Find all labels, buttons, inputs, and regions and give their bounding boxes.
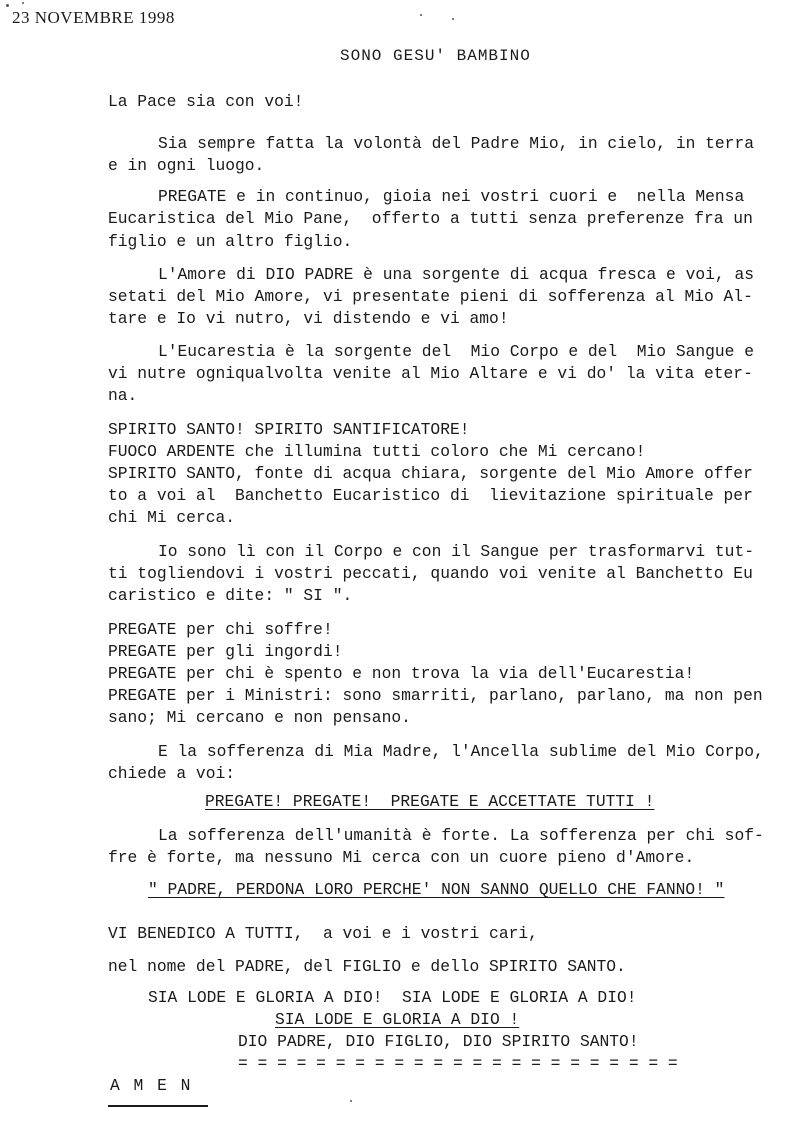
paragraph-line: ti togliendovi i vostri peccati, quando voi venite al Banchetto Eu <box>108 564 753 583</box>
praise-line: DIO PADRE, DIO FIGLIO, DIO SPIRITO SANTO! <box>238 1032 639 1051</box>
paragraph-line: PREGATE per chi soffre! <box>108 620 333 639</box>
pray-line: PREGATE! PREGATE! PREGATE E ACCETTATE TUTTI ! <box>205 792 655 811</box>
scan-speck <box>350 1100 352 1102</box>
paragraph-line: figlio e un altro figlio. <box>108 232 353 251</box>
blessing-line: VI BENEDICO A TUTTI, a voi e i vostri cari, <box>108 924 538 943</box>
scan-speck <box>420 14 422 16</box>
greeting: La Pace sia con voi! <box>108 92 304 111</box>
paragraph-line: L'Amore di DIO PADRE è una sorgente di acqua fresca e voi, as <box>158 265 754 284</box>
paragraph-line: fre è forte, ma nessuno Mi cerca con un cuore pieno d'Amore. <box>108 848 695 867</box>
blessing-line: nel nome del PADRE, del FIGLIO e dello SPIRITO SANTO. <box>108 957 626 976</box>
amen: A M E N <box>110 1076 193 1095</box>
paragraph-line: SPIRITO SANTO, fonte di acqua chiara, sorgente del Mio Amore offer <box>108 464 753 483</box>
paragraph-line: Sia sempre fatta la volontà del Padre Mio, in cielo, in terra <box>158 134 754 153</box>
document-title: SONO GESU' BAMBINO <box>340 47 531 65</box>
paragraph-line: na. <box>108 386 138 405</box>
paragraph-line: FUOCO ARDENTE che illumina tutti coloro che Mi cercano! <box>108 442 646 461</box>
praise-line: SIA LODE E GLORIA A DIO! SIA LODE E GLORIA A DIO! <box>148 988 637 1007</box>
paragraph-line: E la sofferenza di Mia Madre, l'Ancella sublime del Mio Corpo, <box>158 742 764 761</box>
amen-underline <box>108 1105 208 1107</box>
paragraph-line: PREGATE e in continuo, gioia nei vostri cuori e nella Mensa <box>158 187 745 206</box>
document-date: 23 NOVEMBRE 1998 <box>12 8 175 27</box>
paragraph-line: Io sono lì con il Corpo e con il Sangue per trasformarvi tut- <box>158 542 754 561</box>
paragraph-line: SPIRITO SANTO! SPIRITO SANTIFICATORE! <box>108 420 470 439</box>
paragraph-line: Eucaristica del Mio Pane, offerto a tutti senza preferenze fra un <box>108 209 753 228</box>
paragraph-line: e in ogni luogo. <box>108 156 265 175</box>
paragraph-line: chiede a voi: <box>108 764 236 783</box>
paragraph-line: sano; Mi cercano e non pensano. <box>108 708 411 727</box>
paragraph-line: tare e Io vi nutro, vi distendo e vi amo! <box>108 309 509 328</box>
paragraph-line: vi nutre ogniqualvolta venite al Mio Altare e vi do' la vita eter- <box>108 364 753 383</box>
paragraph-line: La sofferenza dell'umanità è forte. La sofferenza per chi sof- <box>158 826 764 845</box>
scan-speck <box>6 4 9 7</box>
scan-speck <box>22 2 24 4</box>
paragraph-line: PREGATE per chi è spento e non trova la via dell'Eucarestia! <box>108 664 695 683</box>
paragraph-line: chi Mi cerca. <box>108 508 236 527</box>
paragraph-line: caristico e dite: " SI ". <box>108 586 353 605</box>
paragraph-line: PREGATE per gli ingordi! <box>108 642 343 661</box>
scan-speck <box>452 18 454 20</box>
paragraph-line: PREGATE per i Ministri: sono smarriti, parlano, parlano, ma non pen <box>108 686 763 705</box>
paragraph-line: L'Eucarestia è la sorgente del Mio Corpo e del Mio Sangue e <box>158 342 754 361</box>
separator: = = = = = = = = = = = = = = = = = = = = = = = <box>238 1054 678 1073</box>
paragraph-line: setati del Mio Amore, vi presentate pieni di sofferenza al Mio Al- <box>108 287 753 306</box>
praise-line: SIA LODE E GLORIA A DIO ! <box>275 1010 520 1029</box>
forgive-line: " PADRE, PERDONA LORO PERCHE' NON SANNO QUELLO CHE FANNO! " <box>148 880 725 899</box>
paragraph-line: to a voi al Banchetto Eucaristico di lievitazione spirituale per <box>108 486 753 505</box>
